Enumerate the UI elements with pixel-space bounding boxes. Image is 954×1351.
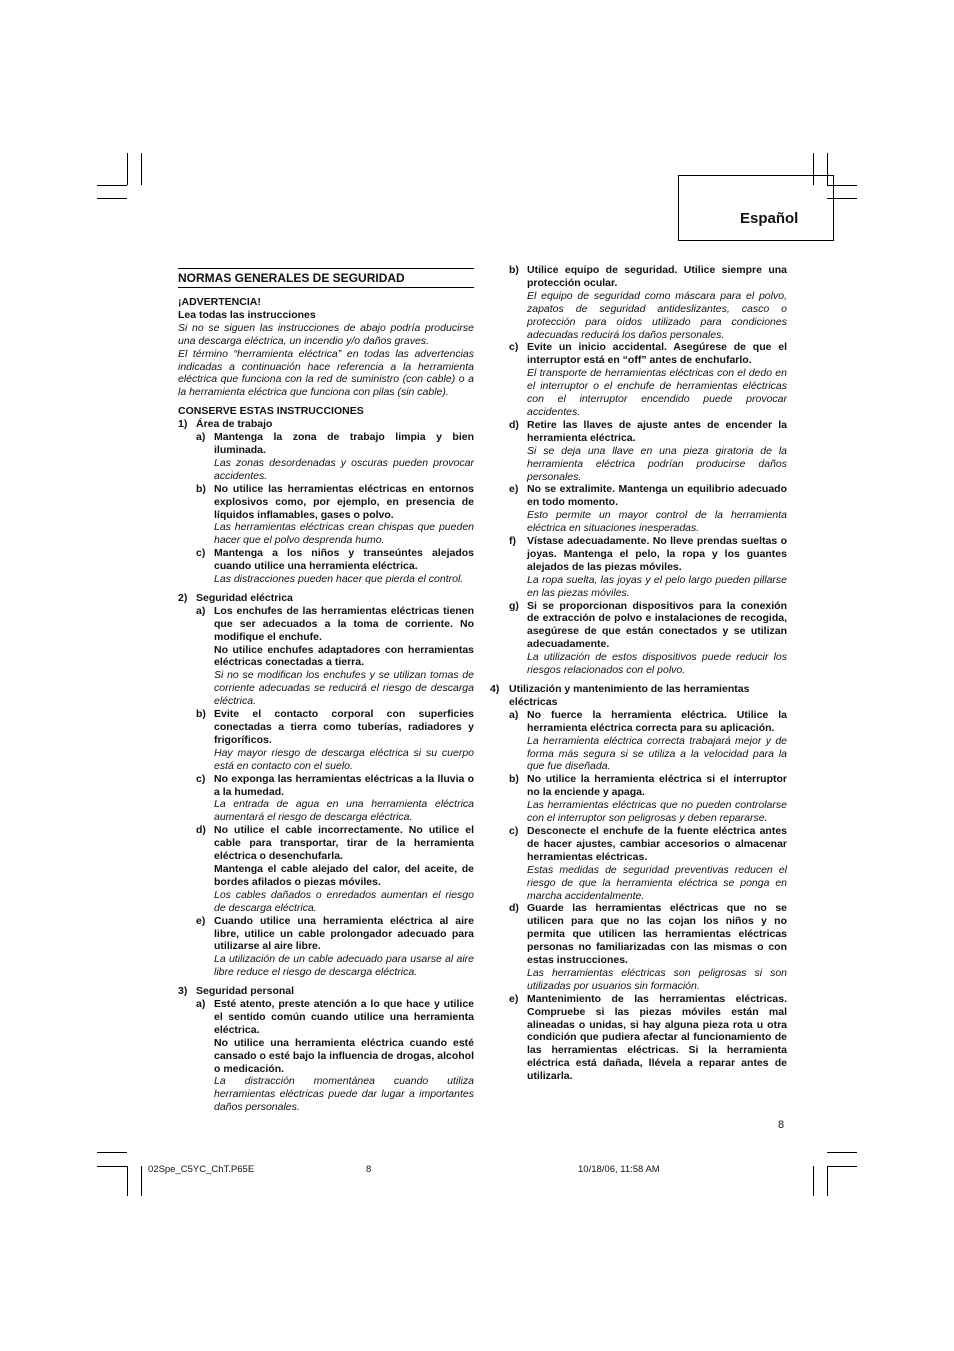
- footer-timestamp: 10/18/06, 11:58 AM: [578, 1164, 660, 1175]
- list-item: c) Desconecte el enchufe de la fuente eléctrica antes de hacer ajustes, cambiar accesorios o almacenar herramientas eléctricas. Estas medidas de seguridad preventivas reducen el riesgo de que la herramienta eléctrica se ponga en marcha accidentalmente.: [509, 824, 787, 902]
- list-item: d) No utilice el cable incorrectamente. No utilice el cable para transportar, tirar de la herramienta eléctrica o desenchufarla. Mantenga el cable alejado del calor, del aceite, de bordes afilados o piezas móviles. Los cables dañados o enredados aumentan el riesgo de descarga eléctrica.: [196, 824, 474, 914]
- list-item: d) Retire las llaves de ajuste antes de encender la herramienta eléctrica. Si se deja una llave en una pieza giratoria de la herramienta eléctrica podrían producirse daños personales.: [509, 418, 787, 483]
- left-column: [178, 268, 474, 1114]
- list-item: c) Evite un inicio accidental. Asegúrese de que el interruptor está en “off” antes de enchufarlo. El transporte de herramientas eléctricas con el dedo en el interruptor o el enchufe de herramientas eléctricas con el interruptor encendido puede provocar accidentes.: [509, 341, 787, 418]
- crop-mark: [97, 1166, 127, 1167]
- section-heading-work-area: 1) Área de trabajo: [178, 418, 273, 431]
- list-item: b) Utilice equipo de seguridad. Utilice siempre una protección ocular. El equipo de seguridad como máscara para el polvo, zapatos de seguridad antideslizantes, casco o protección para oídos utilizado para condiciones adecuadas reducirá los daños personales.: [509, 264, 787, 341]
- page-number: 8: [778, 1119, 785, 1131]
- list-item: a) Los enchufes de las herramientas eléctricas tienen que ser adecuados a la toma de corriente. No modifique el enchufe. No utilice enchufes adaptadores con herramientas eléctricas conectadas a tierra. Si no se modifican los enchufes y se utilizan tomas de corriente adecuadas se reducirá el riesgo de descarga eléctrica.: [196, 604, 474, 708]
- right-column: [490, 264, 787, 1083]
- language-tab-box: [678, 175, 834, 241]
- intro-paragraph-1: Si no se siguen las instrucciones de abajo podría producirse una descarga eléctrica, un incendio y/o daños graves.: [178, 321, 474, 347]
- crop-mark: [97, 185, 127, 186]
- list-item: a) Mantenga la zona de trabajo limpia y bien iluminada. Las zonas desordenadas y oscuras pueden provocar accidentes.: [196, 431, 474, 482]
- keep-instructions-heading: CONSERVE ESTAS INSTRUCCIONES: [178, 405, 364, 418]
- footer-page: 8: [366, 1164, 372, 1175]
- read-all-heading: Lea todas las instrucciones: [178, 308, 316, 321]
- crop-mark: [141, 153, 142, 185]
- list-item: d) Guarde las herramientas eléctricas que no se utilicen para que no las cojan los niños y no permita que utilicen las herramientas eléctricas personas no familiarizadas con las mismas o con estas instrucciones. Las herramientas eléctricas son peligrosas si son utilizadas por usuarios sin formación.: [509, 902, 787, 992]
- list-item: g) Si se proporcionan dispositivos para la conexión de extracción de polvo e instalaciones de recogida, asegúrese de que están conectados y se utilizan adecuadamente. La utilización de estos dispositivos puede reducir los riesgos relacionados con el polvo.: [509, 599, 787, 677]
- footer-filename: 02Spe_C5YC_ChT.P65E: [148, 1164, 255, 1175]
- list-item: b) Evite el contacto corporal con superficies conectadas a tierra como tuberías, radiadores y frigoríficos. Hay mayor riesgo de descarga eléctrica si su cuerpo está en contacto con el suelo.: [196, 708, 474, 772]
- list-item: f) Vístase adecuadamente. No lleve prendas sueltas o joyas. Mantenga el pelo, la ropa y los guantes alejados de las piezas móviles. La ropa suelta, las joyas y el pelo largo pueden pillarse en las piezas móviles.: [509, 535, 787, 599]
- warning-heading: ¡ADVERTENCIA!: [178, 296, 261, 308]
- list-item: e) Cuando utilice una herramienta eléctrica al aire libre, utilice un cable prolongador adecuado para utilizarse al aire libre. La utilización de un cable adecuado para usarse al aire libre reduce el riesgo de descarga eléctrica.: [196, 914, 474, 979]
- crop-mark: [97, 1152, 127, 1153]
- crop-mark: [813, 1166, 814, 1196]
- list-item: b) No utilice las herramientas eléctricas en entornos explosivos como, por ejemplo, en presencia de líquidos inflamables, gases o polvo. Las herramientas eléctricas crean chispas que pueden hacer que el polvo desprenda humo.: [196, 482, 474, 547]
- crop-mark: [127, 1166, 128, 1196]
- crop-mark: [827, 1166, 828, 1196]
- section-title: NORMAS GENERALES DE SEGURIDAD: [178, 268, 474, 288]
- crop-mark: [97, 198, 127, 199]
- section-heading-electrical-safety: 2) Seguridad eléctrica: [178, 591, 293, 604]
- crop-mark: [127, 153, 128, 185]
- crop-mark: [827, 1166, 857, 1167]
- crop-mark: [827, 1152, 857, 1153]
- section-heading-tool-use: 4) Utilización y mantenimiento de las herramientas eléctricas: [490, 683, 750, 708]
- list-item: a) No fuerce la herramienta eléctrica. Utilice la herramienta eléctrica correcta para su aplicación. La herramienta eléctrica correcta trabajará mejor y de forma más segura si se utiliza a la velocidad para la que fue diseñada.: [509, 708, 787, 773]
- list-item: e) Mantenimiento de las herramientas eléctricas. Compruebe si las piezas móviles están mal alineadas o unidas, si hay alguna pieza rota u otra condición que pudiera afectar al funcionamiento de las herramientas eléctricas. Si la herramienta eléctrica está dañada, llévela a reparar antes de utilizarla.: [509, 992, 787, 1083]
- intro-paragraph-2: El término “herramienta eléctrica” en todas las advertencias indicadas a continuación hace referencia a la herramienta eléctrica que funciona con la red de suministro (con cable) o a la herramienta eléctrica que funciona con pilas (sin cable).: [178, 347, 474, 399]
- list-item: a) Esté atento, preste atención a lo que hace y utilice el sentido común cuando utilice una herramienta eléctrica. No utilice una herramienta eléctrica cuando esté cansado o esté bajo la influencia de drogas, alcohol o medicación. La distracción momentánea cuando utiliza herramientas eléctricas puede dar lugar a importantes daños personales.: [196, 998, 474, 1114]
- list-item: c) Mantenga a los niños y transeúntes alejados cuando utilice una herramienta eléctrica. Las distracciones pueden hacer que pierda el control.: [196, 547, 474, 586]
- language-tab-label: Español: [740, 210, 799, 227]
- list-item: c) No exponga las herramientas eléctricas a la lluvia o a la humedad. La entrada de agua en una herramienta eléctrica aumentará el riesgo de descarga eléctrica.: [196, 772, 474, 824]
- section-heading-personal-safety: 3) Seguridad personal: [178, 985, 295, 998]
- crop-mark: [141, 1166, 142, 1196]
- list-item: e) No se extralimite. Mantenga un equilibrio adecuado en todo momento. Esto permite un mayor control de la herramienta eléctrica en situaciones inesperadas.: [509, 483, 787, 535]
- list-item: b) No utilice la herramienta eléctrica si el interruptor no la enciende y apaga. Las herramientas eléctricas que no pueden controlarse con el interruptor son peligrosas y deben repararse.: [509, 773, 787, 825]
